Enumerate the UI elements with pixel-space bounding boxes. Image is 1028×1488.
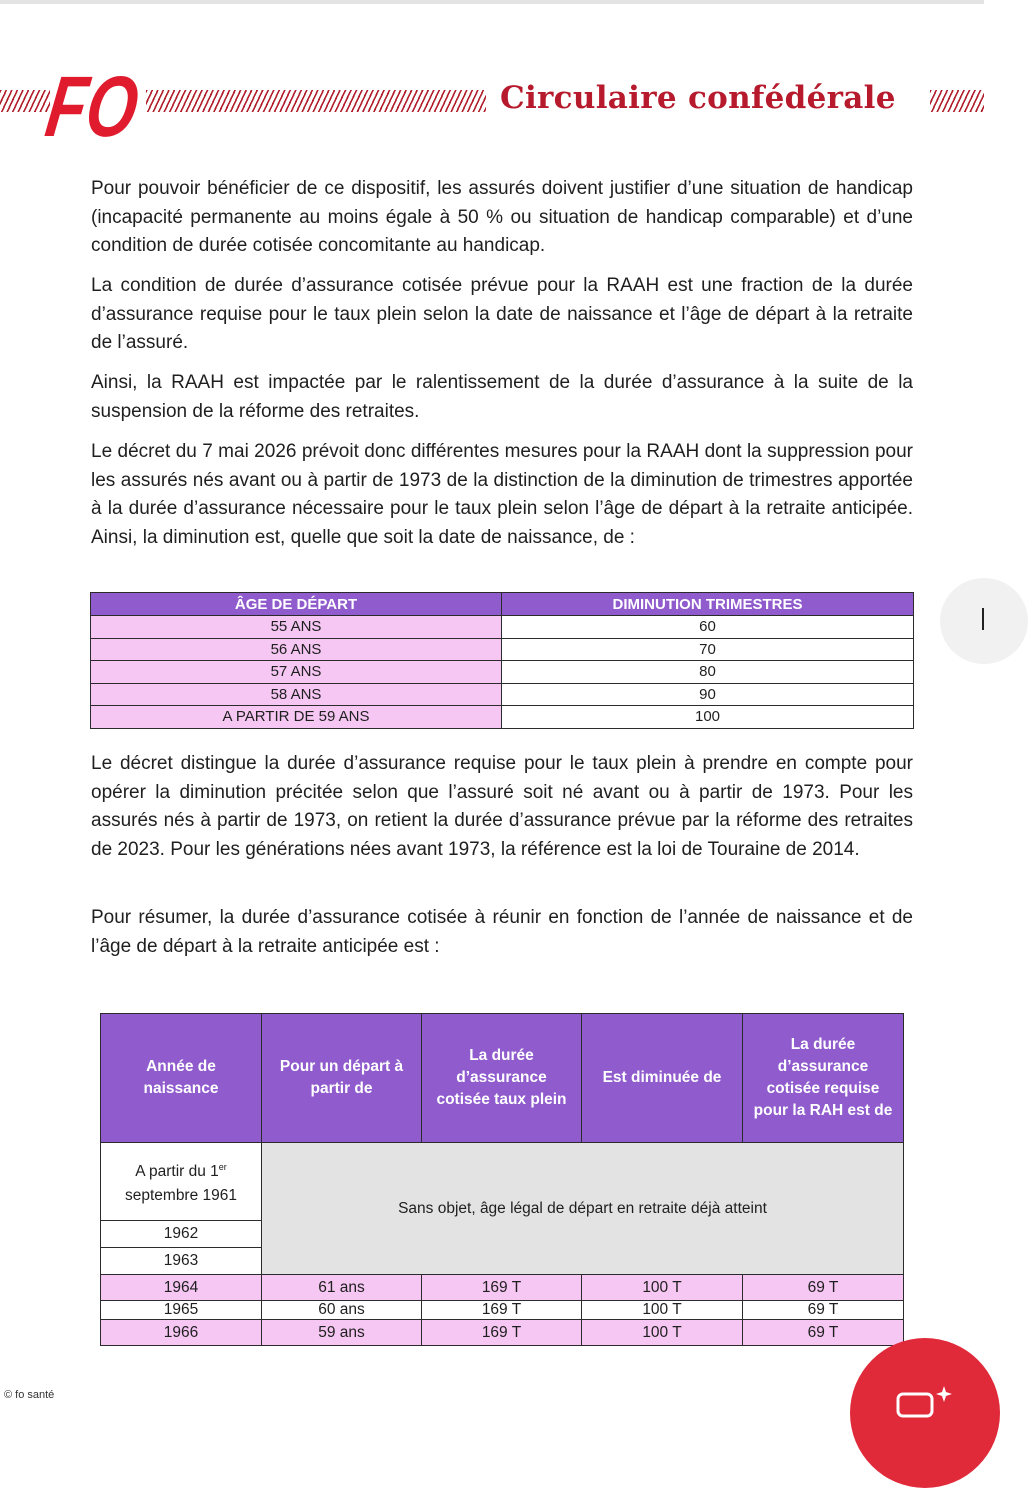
hatch-decoration	[930, 90, 984, 112]
hatch-decoration	[146, 90, 486, 112]
taux-plein-cell: 169 T	[422, 1275, 582, 1301]
diminution-cell: 100	[502, 706, 914, 729]
header-diminuee: Est diminuée de	[582, 1014, 743, 1143]
table-row	[91, 706, 914, 729]
document-header	[0, 59, 984, 155]
taux-plein-cell: 169 T	[422, 1320, 582, 1346]
paragraph-decree: Le décret du 7 mai 2026 prévoit donc différentes mesures pour la RAAH dont la suppression pour les assurés nés avant ou à partir de 1973 de la distinction de la diminution de trimestres apportée à la durée d’assurance nécessaire pour le taux plein selon l’âge de départ à la retraite anticipée. Ainsi, la diminution est, quelle que soit la date de naissance, de :	[91, 441, 913, 549]
copyright-text: © fo santé	[4, 1389, 55, 1401]
first-year-label: A partir du 1	[135, 1163, 219, 1181]
table-row	[101, 1320, 904, 1346]
age-cell: 58 ANS	[91, 683, 502, 706]
logo-text: FO	[40, 59, 174, 155]
table-row	[91, 661, 914, 684]
header-depart: Pour un départ à partir de	[262, 1014, 422, 1143]
table-row	[91, 683, 914, 706]
diminution-cell: 100 T	[582, 1301, 743, 1320]
table-row	[101, 1143, 904, 1221]
age-cell: 56 ANS	[91, 638, 502, 661]
hatch-decoration	[0, 90, 50, 112]
requise-cell: 69 T	[743, 1301, 904, 1320]
diminution-cell: 60	[502, 616, 914, 639]
diminution-cell: 80	[502, 661, 914, 684]
diminution-cell: 100 T	[582, 1320, 743, 1346]
sparkle-share-icon	[896, 1386, 956, 1416]
paragraph-impact: Ainsi, la RAAH est impactée par le ralentissement de la durée d’assurance à la suite de la suspension de la réforme des retraites.	[91, 372, 913, 422]
durations-table	[100, 1013, 904, 1346]
year-cell: 1965	[101, 1301, 262, 1320]
year-cell	[101, 1143, 262, 1221]
age-cell: 55 ANS	[91, 616, 502, 639]
paragraph-conditions: Pour pouvoir bénéficier de ce dispositif, les assurés doivent justifier d’une situation de handicap (incapacité permanente au moins égale à 50 % ou situation de handicap comparable) et d’une condition de durée cotisée concomitante au handicap.	[91, 178, 913, 257]
side-scroll-handle[interactable]	[940, 578, 1028, 664]
paragraph-distinction: Le décret distingue la durée d’assurance requise pour le taux plein à prendre en compte pour opérer la diminution précitée selon que l’assuré soit né avant ou à partir de 1973. Pour les assurés nés à partir de 1973, on retient la durée d’assurance prévue par la réforme des retraites de 2023. Pour les générations nées avant 1973, la référence est la loi de Touraine de 2014.	[91, 753, 913, 861]
header-diminution: DIMINUTION TRIMESTRES	[502, 593, 914, 616]
depart-cell: 59 ans	[262, 1320, 422, 1346]
year-cell: 1966	[101, 1320, 262, 1346]
paragraph-fraction: La condition de durée d’assurance cotisée prévue pour la RAAH est une fraction de la durée d’assurance requise pour le taux plein selon la date de naissance et l’âge de départ à la retraite de l’assuré.	[91, 275, 913, 354]
diminution-cell: 70	[502, 638, 914, 661]
header-age-depart: ÂGE DE DÉPART	[91, 593, 502, 616]
depart-cell: 61 ans	[262, 1275, 422, 1301]
top-bar	[0, 0, 984, 4]
year-cell: 1962	[101, 1221, 262, 1248]
table-row	[91, 616, 914, 639]
requise-cell: 69 T	[743, 1320, 904, 1346]
fo-logo	[40, 59, 174, 155]
not-applicable-cell: Sans objet, âge légal de départ en retraite déjà atteint	[262, 1143, 904, 1275]
diminution-cell: 100 T	[582, 1275, 743, 1301]
page-title: Circulaire confédérale	[500, 80, 896, 116]
year-cell: 1964	[101, 1275, 262, 1301]
header-duree-taux-plein: La durée d’assurance cotisée taux plein	[422, 1014, 582, 1143]
age-cell: 57 ANS	[91, 661, 502, 684]
table-row	[101, 1275, 904, 1301]
paragraph-summary: Pour résumer, la durée d’assurance cotisée à réunir en fonction de l’année de naissance et de l’âge de départ à la retraite anticipée est :	[91, 907, 913, 957]
header-duree-requise: La durée d’assurance cotisée requise pour la RAH est de	[743, 1014, 904, 1143]
age-cell: A PARTIR DE 59 ANS	[91, 706, 502, 729]
table-row	[101, 1301, 904, 1320]
first-year-rest: septembre 1961	[124, 1187, 238, 1205]
header-annee-naissance: Année de naissance	[101, 1014, 262, 1143]
taux-plein-cell: 169 T	[422, 1301, 582, 1320]
table-row	[91, 638, 914, 661]
first-year-sup: er	[218, 1161, 227, 1172]
diminution-table	[90, 592, 914, 729]
requise-cell: 69 T	[743, 1275, 904, 1301]
diminution-cell: 90	[502, 683, 914, 706]
depart-cell: 60 ans	[262, 1301, 422, 1320]
year-cell: 1963	[101, 1248, 262, 1275]
